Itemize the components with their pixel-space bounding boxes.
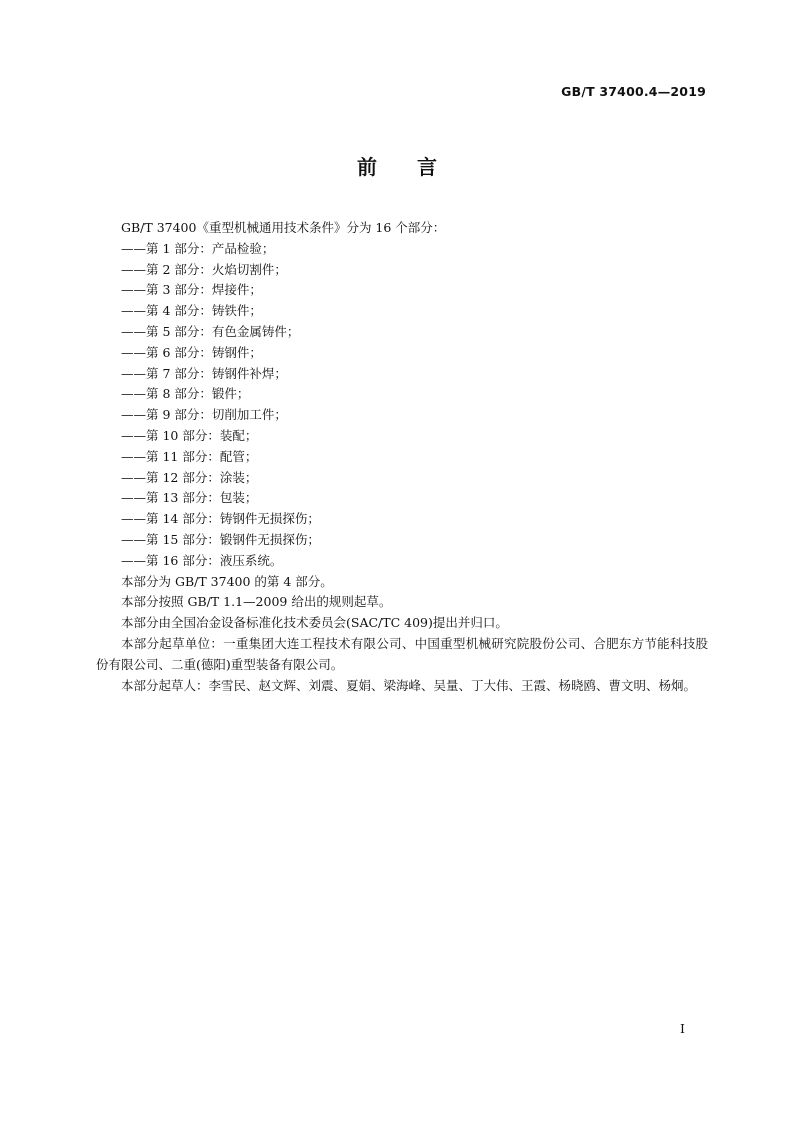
list-item: ——第 6 部分：铸钢件； bbox=[121, 344, 262, 360]
list-item: ——第 15 部分：锻钢件无损探伤； bbox=[121, 531, 320, 547]
list-item: ——第 16 部分：液压系统。 bbox=[121, 552, 283, 568]
page-title: 前言 bbox=[357, 155, 477, 179]
intro-paragraph: GB/T 37400《重型机械通用技术条件》分为 16 个部分： bbox=[121, 220, 446, 235]
proposer-paragraph: 本部分由全国冶金设备标准化技术委员会(SAC/TC 409)提出并归口。 bbox=[121, 615, 508, 631]
list-item: ——第 13 部分：包装； bbox=[121, 490, 258, 506]
scope-paragraph: 本部分为 GB/T 37400 的第 4 部分。 bbox=[121, 573, 333, 589]
standard-code: GB/T 37400.4—2019 bbox=[561, 84, 706, 99]
parts-list bbox=[96, 239, 708, 572]
list-item: ——第 8 部分：锻件； bbox=[121, 386, 250, 402]
drafting-units-paragraph: 本部分起草单位：一重集团大连工程技术有限公司、中国重型机械研究院股份公司、合肥东方节能科技股份有限公司、二重(德阳)重型装备有限公司。 bbox=[96, 635, 708, 672]
list-item: ——第 3 部分：焊接件； bbox=[121, 282, 262, 298]
list-item: ——第 11 部分：配管； bbox=[121, 448, 258, 464]
drafting-rules-paragraph: 本部分按照 GB/T 1.1—2009 给出的规则起草。 bbox=[121, 594, 392, 610]
list-item: ——第 5 部分：有色金属铸件； bbox=[121, 323, 300, 339]
page-number: I bbox=[680, 1021, 685, 1036]
list-item: ——第 7 部分：铸钢件补焊； bbox=[121, 365, 287, 381]
drafters-paragraph: 本部分起草人：李雪民、赵文辉、刘震、夏娟、梁海峰、吴量、丁大伟、王霞、杨晓鸥、曹文明、杨炯。 bbox=[121, 677, 697, 693]
document-body bbox=[96, 218, 708, 696]
list-item: ——第 4 部分：铸铁件； bbox=[121, 303, 262, 319]
list-item: ——第 12 部分：涂装； bbox=[121, 469, 258, 485]
list-item: ——第 10 部分：装配； bbox=[121, 427, 258, 443]
list-item: ——第 9 部分：切削加工件； bbox=[121, 407, 287, 423]
list-item: ——第 2 部分：火焰切割件； bbox=[121, 261, 287, 277]
list-item: ——第 14 部分：铸钢件无损探伤； bbox=[121, 511, 320, 527]
list-item: ——第 1 部分：产品检验； bbox=[121, 240, 275, 256]
